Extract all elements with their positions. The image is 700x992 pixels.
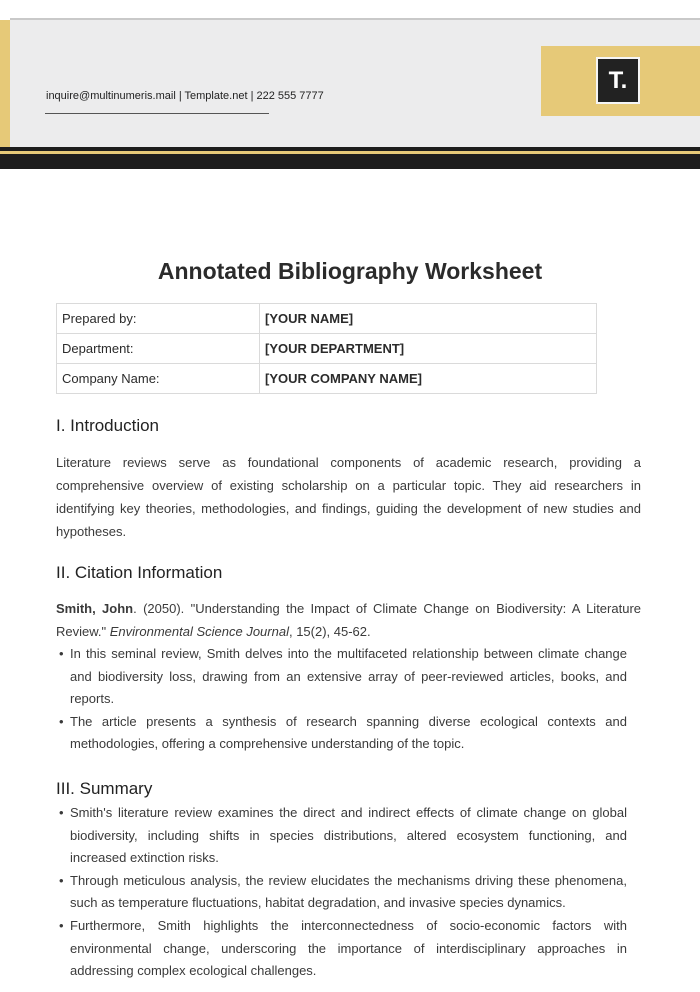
- list-item: • Through meticulous analysis, the review elucidates the mechanisms driving these phenomena, such as temperature fluctuations, habitat degradation, and invasive species dynamics.: [56, 870, 627, 915]
- list-item: • Smith's literature review examines the direct and indirect effects of climate change on global biodiversity, including shifts in species distributions, altered ecosystem functioning, and increased extinction risks.: [56, 802, 627, 870]
- citation-author: Smith, John: [56, 601, 134, 616]
- citation-reference: [56, 597, 641, 643]
- table-row: [57, 364, 597, 394]
- contact-info: inquire@multinumeris.mail | Template.net | 222 555 7777: [46, 90, 324, 102]
- citation-heading: II. Citation Information: [56, 563, 223, 582]
- list-item: • Furthermore, Smith highlights the interconnectedness of socio-economic factors with environmental change, underscoring the importance of interdisciplinary approaches in addressing complex ecological challenges.: [56, 915, 627, 983]
- citation-volume: , 15(2), 45-62.: [288, 624, 371, 639]
- company-name-label: Company Name:: [57, 364, 260, 394]
- introduction-heading: I. Introduction: [56, 416, 160, 435]
- template-logo: T.: [596, 57, 640, 104]
- page-header: [0, 18, 700, 168]
- summary-bullet-list: [56, 802, 627, 983]
- header-gold-strip: [0, 20, 10, 147]
- info-table: [56, 303, 597, 394]
- contact-underline: [45, 113, 269, 114]
- citation-journal: Environmental Science Journal: [109, 624, 289, 639]
- header-divider-band: [0, 154, 700, 169]
- citation-details: . (2050). "Understanding the Impact of Climate Change on Biodiversity: A Literature Review.": [56, 601, 642, 639]
- list-item: • In this seminal review, Smith delves into the multifaceted relationship between climate change and biodiversity loss, drawing from an extensive array of peer-reviewed articles, books, and reports.: [56, 643, 627, 711]
- list-item: • The article presents a synthesis of research spanning diverse ecological contexts and methodologies, offering a comprehensive understanding of the topic.: [56, 711, 627, 756]
- introduction-text: Literature reviews serve as foundational components of academic research, providing a comprehensive overview of existing scholarship on a particular topic. They aid researchers in identifying key theories, methodologies, and findings, guiding the development of new studies and hypotheses.: [56, 455, 641, 539]
- prepared-by-value: [YOUR NAME]: [260, 304, 597, 334]
- citation-bullet-list: [56, 643, 627, 756]
- page-title: Annotated Bibliography Worksheet: [157, 258, 543, 284]
- prepared-by-label: Prepared by:: [57, 304, 260, 334]
- department-value: [YOUR DEPARTMENT]: [260, 334, 597, 364]
- company-name-value: [YOUR COMPANY NAME]: [260, 364, 597, 394]
- table-row: [57, 304, 597, 334]
- department-label: Department:: [57, 334, 260, 364]
- summary-heading: III. Summary: [56, 779, 153, 798]
- table-row: [57, 334, 597, 364]
